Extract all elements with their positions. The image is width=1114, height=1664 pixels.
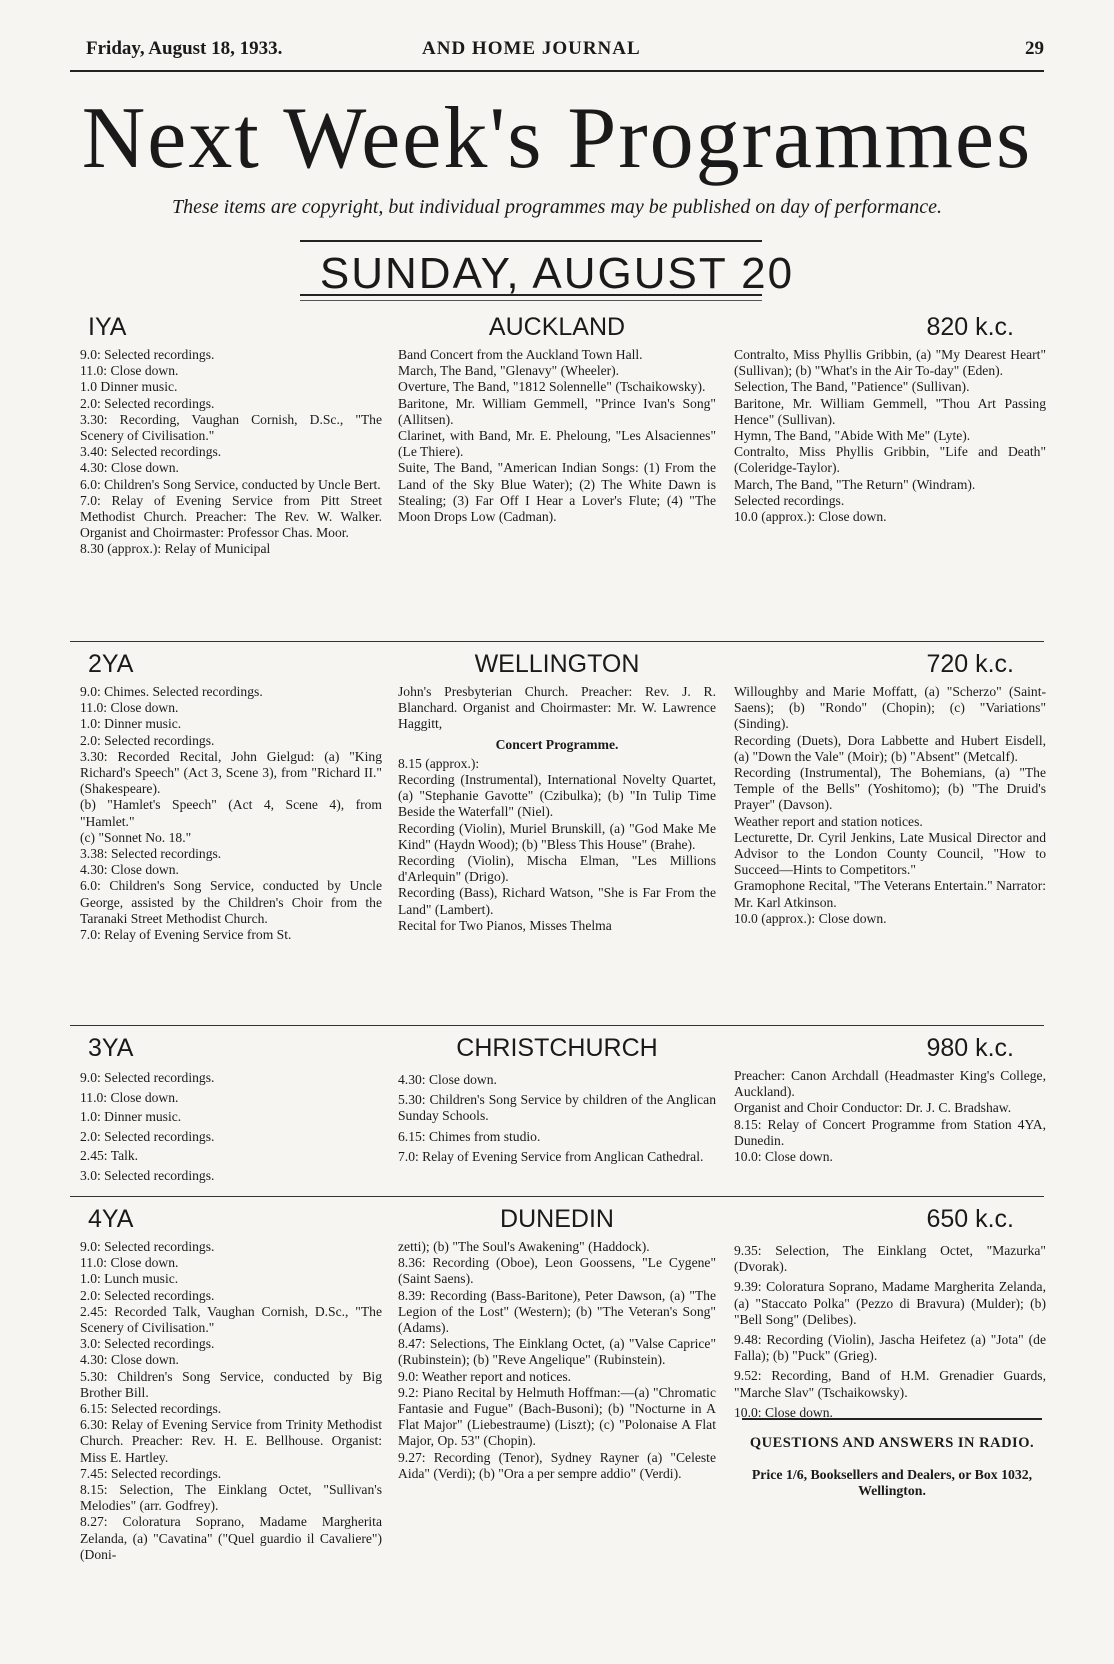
programme-item: 4.30: Close down.: [398, 1072, 497, 1087]
station-call-sign: 4YA: [88, 1205, 134, 1233]
programme-column-2: [398, 1239, 716, 1482]
programme-item: Overture, The Band, "1812 Solennelle" (Tschaikowsky).: [398, 379, 706, 395]
programme-item: March, The Band, "Glenavy" (Wheeler).: [398, 363, 620, 379]
programme-item: Recording (Bass), Richard Watson, "She is Far From the Land" (Lambert).: [398, 885, 716, 917]
programme-item: 7.0: Relay of Evening Service from St.: [80, 927, 292, 943]
station-frequency: 980 k.c.: [926, 1034, 1014, 1062]
programme-item: 7.45: Selected recordings.: [80, 1465, 222, 1481]
programme-item: Weather report and station notices.: [734, 813, 923, 829]
programme-item: 9.0: Selected recordings.: [80, 347, 215, 362]
station-city: DUNEDIN: [500, 1205, 614, 1233]
programme-item: 11.0: Close down.: [80, 1089, 179, 1105]
programme-item: Recording (Instrumental), International Novelty Quartet, (a) "Stephanie Gavotte" (Czibulka); (b) "In Tulip Time Beside the Waterfall" (Niel).: [398, 772, 716, 820]
programme-item: Contralto, Miss Phyllis Gribbin, "Life and Death" (Coleridge-Taylor).: [734, 444, 1046, 476]
notice-title: QUESTIONS AND ANSWERS IN RADIO.: [749, 1435, 1035, 1451]
programme-item: Gramophone Recital, "The Veterans Entertain." Narrator: Mr. Karl Atkinson.: [734, 878, 1046, 910]
station-frequency: 820 k.c.: [926, 313, 1014, 341]
programme-item: 8.36: Recording (Oboe), Leon Goossens, "Le Cygene" (Saint Saens).: [398, 1255, 716, 1287]
programme-column-2: [398, 684, 716, 934]
programme-item: 1.0: Lunch music.: [80, 1271, 179, 1287]
station-section: [70, 1034, 1046, 1183]
day-rule-top: [300, 240, 762, 242]
programme-item: 6.0: Children's Song Service, conducted by Uncle George, assisted by the Children's Choir from the Taranaki Street Methodist Church.: [80, 878, 382, 926]
programme-item: 3.0: Selected recordings.: [80, 1167, 215, 1183]
programme-column-3: [734, 1068, 1046, 1165]
programme-item: Preacher: Canon Archdall (Headmaster King's College, Auckland).: [734, 1068, 1046, 1100]
day-rule-bottom-2: [300, 300, 762, 301]
programme-column-3: [734, 1239, 1046, 1421]
section-divider: [70, 1025, 1044, 1026]
programme-item: 1.0 Dinner music.: [80, 379, 178, 395]
station-header: [70, 1034, 1044, 1068]
programme-item: 11.0: Close down.: [80, 363, 179, 379]
programme-item: Clarinet, with Band, Mr. E. Pheloung, "Les Alsaciennes" (Le Thiere).: [398, 428, 716, 460]
programme-item: 10.0: Close down.: [734, 1149, 833, 1165]
issue-date: Friday, August 18, 1933.: [86, 38, 283, 59]
programme-item: 6.30: Relay of Evening Service from Trinity Methodist Church. Preacher: Rev. H. E. Bellhouse. Organist: Miss E. Hartley.: [80, 1417, 382, 1465]
programme-item: Suite, The Band, "American Indian Songs: (1) From the Land of the Sky Blue Water); (2) The White Dawn is Stealing; (3) Far Off I Hear a Lover's Flute; (4) "The Moon Drops Low (Cadman).: [398, 460, 716, 525]
programme-item: 9.39: Coloratura Soprano, Madame Margherita Zelanda, (a) "Staccato Polka" (Pezzo di Bravura) (Mulder); (b) "Bell Song" (Delibes).: [734, 1279, 1046, 1327]
programme-column-1: [80, 1068, 382, 1185]
programme-item: 9.0: Weather report and notices.: [398, 1368, 572, 1384]
programme-item: Contralto, Miss Phyllis Gribbin, (a) "My Dearest Heart" (Sullivan); (b) "What's in the Air To-day" (Eden).: [734, 347, 1046, 379]
programme-item: 4.30: Close down.: [80, 862, 179, 878]
notice-price: Price 1/6, Booksellers and Dealers, or Box 1032, Wellington.: [751, 1467, 1033, 1498]
radio-book-notice: [742, 1434, 1042, 1499]
programme-item: (b) "Hamlet's Speech" (Act 4, Scene 4), from "Hamlet.": [80, 797, 382, 829]
copyright-notice: These items are copyright, but individual programmes may be published on day of performance.: [171, 196, 943, 218]
station-section: [70, 313, 1046, 557]
programme-column-3: [734, 347, 1046, 525]
programme-item: 9.35: Selection, The Einklang Octet, "Mazurka" (Dvorak).: [734, 1243, 1046, 1275]
programme-item: 2.0: Selected recordings.: [80, 395, 215, 411]
programme-item: 3.30: Recorded Recital, John Gielgud: (a) "King Richard's Speech" (Act 3, Scene 3), from "Richard II." (Shakespeare).: [80, 748, 382, 797]
station-city: AUCKLAND: [488, 313, 626, 341]
programme-column-3: [734, 684, 1046, 927]
day-heading: SUNDAY, AUGUST 20: [319, 249, 795, 298]
programme-item: Baritone, Mr. William Gemmell, "Prince Ivan's Song" (Allitsen).: [398, 395, 716, 427]
programme-item: 2.45: Talk.: [80, 1148, 139, 1163]
programme-item: Baritone, Mr. William Gemmell, "Thou Art Passing Hence" (Sullivan).: [734, 395, 1046, 427]
programme-item: 8.30 (approx.): Relay of Municipal: [80, 541, 271, 557]
page-title: Next Week's Programmes: [81, 90, 1033, 187]
programme-item: Willoughby and Marie Moffatt, (a) "Scherzo" (Saint-Saens); (b) "Rondo" (Chopin); (c) "Variations" (Sinding).: [734, 684, 1046, 732]
programme-item: March, The Band, "The Return" (Windram).: [734, 476, 976, 492]
station-frequency: 720 k.c.: [926, 650, 1014, 678]
programme-item: 8.15 (approx.):: [398, 755, 480, 771]
programme-item: Hymn, The Band, "Abide With Me" (Lyte).: [734, 428, 971, 444]
station-header: [70, 650, 1044, 684]
programme-item: 5.30: Children's Song Service, conducted by Big Brother Bill.: [80, 1368, 382, 1400]
page-number: 29: [1025, 38, 1044, 59]
programme-item: 3.0: Selected recordings.: [80, 1336, 215, 1352]
programme-item: 4.30: Close down.: [80, 1352, 179, 1368]
programme-item: 9.27: Recording (Tenor), Sydney Rayner (a) "Celeste Aida" (Verdi); (b) "Ora a per sempre addio" (Verdi).: [398, 1449, 716, 1481]
programme-column-1: [80, 347, 382, 558]
station-header: [70, 313, 1044, 347]
programme-item: Recording (Violin), Mischa Elman, "Les Millions d'Arlequin" (Drigo).: [398, 853, 716, 885]
programme-item: zetti); (b) "The Soul's Awakening" (Haddock).: [398, 1239, 650, 1254]
programme-item: 3.38: Selected recordings.: [80, 846, 222, 862]
programme-item: 2.45: Recorded Talk, Vaughan Cornish, D.Sc., "The Scenery of Civilisation.": [80, 1303, 382, 1336]
section-divider: [70, 1196, 1044, 1197]
day-rule-bottom: [300, 294, 762, 296]
programme-item: 1.0: Dinner music.: [80, 1109, 182, 1124]
station-city: CHRISTCHURCH: [456, 1034, 658, 1062]
station-frequency: 650 k.c.: [926, 1205, 1014, 1233]
programme-item: 9.48: Recording (Violin), Jascha Heifetez (a) "Jota" (de Falla); (b) "Puck" (Grieg).: [734, 1332, 1046, 1364]
programme-item: 9.0: Selected recordings.: [80, 1070, 215, 1085]
concert-programme-heading: Concert Programme.: [495, 736, 619, 752]
station-city: WELLINGTON: [474, 650, 640, 678]
programme-item: Recital for Two Pianos, Misses Thelma: [398, 917, 612, 933]
programme-item: Band Concert from the Auckland Town Hall.: [398, 347, 643, 362]
programme-column-2: [398, 1068, 716, 1165]
programme-item: 7.0: Relay of Evening Service from Anglican Cathedral.: [398, 1148, 704, 1164]
programme-column-2: [398, 347, 716, 525]
programme-item: 4.30: Close down.: [80, 460, 179, 476]
programme-item: 9.0: Selected recordings.: [80, 1239, 215, 1254]
programme-item: 6.15: Chimes from studio.: [398, 1128, 541, 1144]
programme-item: 8.15: Selection, The Einklang Octet, "Sullivan's Melodies" (arr. Godfrey).: [80, 1482, 382, 1514]
programme-item: Selection, The Band, "Patience" (Sullivan).: [734, 379, 970, 395]
programme-item: (c) "Sonnet No. 18.": [80, 829, 192, 845]
programme-item: 7.0: Relay of Evening Service from Pitt Street Methodist Church. Preacher: The Rev. W. Walker. Organist and Choirmaster: Professor Chas. Moor.: [80, 492, 382, 541]
programme-column-1: [80, 1239, 382, 1563]
programme-item: 8.39: Recording (Bass-Baritone), Peter Dawson, (a) "The Legion of the Lost" (Western); (b) "The Veteran's Song" (Adams).: [398, 1287, 716, 1336]
programme-item: 8.47: Selections, The Einklang Octet, (a) "Valse Caprice" (Rubinstein); (b) "Reve Angelique" (Rubinstein).: [398, 1336, 716, 1368]
station-call-sign: 2YA: [88, 650, 134, 678]
programme-item: 3.30: Recording, Vaughan Cornish, D.Sc., "The Scenery of Civilisation.": [80, 411, 382, 444]
programme-item: 2.0: Selected recordings.: [80, 1128, 215, 1144]
programme-item: John's Presbyterian Church. Preacher: Rev. J. R. Blanchard. Organist and Choirmaster: Mr. W. Lawrence Haggitt,: [398, 684, 716, 732]
programme-item: 1.0: Dinner music.: [80, 716, 182, 732]
section-divider: [70, 641, 1044, 642]
programme-item: Recording (Violin), Muriel Brunskill, (a) "God Make Me Kind" (Haydn Wood); (b) "Bless This House" (Brahe).: [398, 820, 716, 852]
programme-column-1: [80, 684, 382, 943]
notice-rule: [742, 1418, 1042, 1420]
station-call-sign: IYA: [88, 313, 127, 341]
programme-item: 8.27: Coloratura Soprano, Madame Margherita Zelanda, (a) "Cavatina" ("Quel guardio il Cavaliere") (Doni-: [80, 1514, 382, 1562]
programme-item: 9.52: Recording, Band of H.M. Grenadier Guards, "Marche Slav" (Tschaikowsky).: [734, 1368, 1046, 1400]
programme-item: 10.0 (approx.): Close down.: [734, 509, 887, 525]
programme-item: Recording (Instrumental), The Bohemians, (a) "The Temple of the Bells" (Yoshitomo); (b) "The Druid's Prayer" (Davson).: [734, 765, 1046, 813]
programme-item: 5.30: Children's Song Service by children of the Anglican Sunday Schools.: [398, 1092, 716, 1124]
programme-item: 9.2: Piano Recital by Helmuth Hoffman:—(a) "Chromatic Fantasie and Fugue" (Bach-Busoni); (b) "Nocturne in A Flat Major" (Liebestraume) (Liszt); (c) "Polonaise A Flat Major, Op. 53" (Chopin).: [398, 1384, 716, 1449]
programme-item: 3.40: Selected recordings.: [80, 444, 222, 460]
programme-item: 9.0: Chimes. Selected recordings.: [80, 684, 263, 699]
programme-item: 6.0: Children's Song Service, conducted by Uncle Bert.: [80, 476, 381, 492]
programme-item: Organist and Choir Conductor: Dr. J. C. Bradshaw.: [734, 1100, 1012, 1116]
programme-item: 10.0: Close down.: [734, 1404, 833, 1420]
running-header: [70, 38, 1044, 68]
programme-item: 8.15: Relay of Concert Programme from Station 4YA, Dunedin.: [734, 1116, 1046, 1148]
header-rule: [70, 70, 1044, 72]
programme-item: Lecturette, Dr. Cyril Jenkins, Late Musical Director and Advisor to the London County Council, "How to Succeed—Hints to Competitors.": [734, 829, 1046, 878]
programme-item: 2.0: Selected recordings.: [80, 732, 215, 748]
journal-name: AND HOME JOURNAL: [422, 38, 641, 59]
station-header: [70, 1205, 1044, 1239]
programme-item: Recording (Duets), Dora Labbette and Hubert Eisdell, (a) "Down the Vale" (Moir); (b) "Absent" (Metcalf).: [734, 732, 1046, 764]
station-call-sign: 3YA: [88, 1034, 134, 1062]
programme-item: 11.0: Close down.: [80, 700, 179, 716]
programme-item: 2.0: Selected recordings.: [80, 1287, 215, 1303]
programme-item: 6.15: Selected recordings.: [80, 1401, 222, 1417]
station-section: [70, 650, 1046, 943]
programme-item: 10.0 (approx.): Close down.: [734, 910, 887, 926]
programme-item: 11.0: Close down.: [80, 1255, 179, 1271]
programme-item: Selected recordings.: [734, 492, 845, 508]
